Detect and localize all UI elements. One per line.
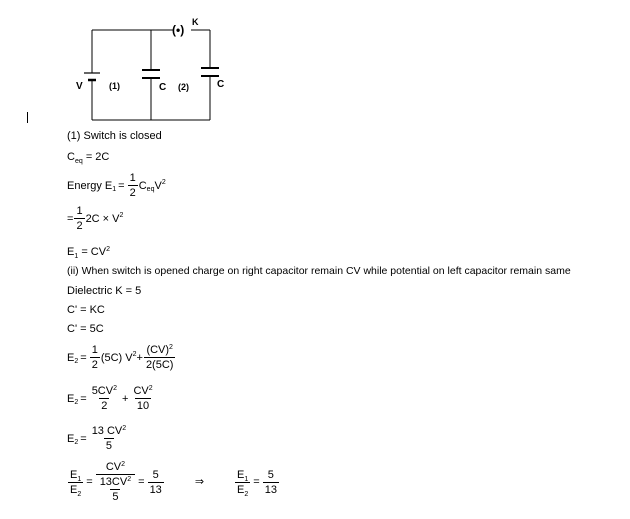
sub-equals: = [67,212,74,225]
fraction-denominator: 2 [76,220,83,232]
inner-numerator-superscript: 2 [127,476,132,483]
ceq-term: C [138,179,147,192]
result-equals: = [253,476,260,488]
thirteen-cv-squared-fraction [90,426,128,452]
e2-symbol: E [67,432,75,445]
fraction-numerator [131,386,154,398]
fraction-numerator [235,470,250,482]
implies-arrow: ⇒ [194,476,205,488]
fraction-denominator [235,482,250,496]
ceq-line [67,152,109,163]
fraction-denominator: 13 [149,483,162,496]
fraction-denominator: 2 [91,359,98,371]
text-cursor [27,112,28,123]
label-2: (2) [178,82,189,92]
ceq-symbol: C [67,151,75,163]
substitution-body: 2C × V [85,212,120,225]
e1-text: E [237,468,245,481]
numerator-superscript: 2 [113,385,117,392]
e1-subscript: 1 [77,475,82,483]
e2-subscript: 2 [74,398,79,406]
cv-squared-over-ten-fraction [131,386,154,412]
ceq-subscript: eq [74,158,83,165]
numerator-text: 5CV [91,385,114,397]
substitution-superscript: 2 [119,211,124,219]
inner-numerator [98,477,133,489]
e2-symbol: E [67,351,75,364]
e2-result-line [67,426,129,452]
v-term: V [154,179,162,192]
compound-fraction [96,462,135,503]
energy-e1-subscript: 1 [112,185,117,193]
e2-equals: = [80,432,87,445]
numerator-superscript: 2 [122,425,127,432]
fraction-numerator [144,345,175,357]
switch-opened-statement: (ii) When switch is opened charge on right capacitor remain CV while potential on left capacitor remain same [67,265,571,277]
e1-subscript: 1 [244,475,249,483]
numerator-superscript: 2 [121,461,125,468]
fraction-denominator: 10 [136,400,150,412]
fraction-numerator: 5 [152,468,159,481]
ratio-line [67,462,280,503]
fraction-numerator [104,462,127,474]
e2-subscript: 2 [74,357,79,365]
energy-equals: = [118,179,125,192]
inner-denominator: 5 [112,491,119,503]
ceq-term-subscript: eq [146,185,155,193]
e1-value: = CV [81,246,107,258]
numerator-text: CV [133,385,149,397]
fraction-numerator: 1 [129,172,136,184]
e1-text: E [70,468,78,481]
half-fraction [128,173,138,199]
half-fraction-2 [74,206,84,232]
e2-subscript: 2 [244,490,249,498]
e2-equals: = [80,392,87,405]
ceq-value: = 2C [85,151,110,163]
switch-closed-heading: (1) Switch is closed [67,130,162,142]
cv-squared-superscript: 2 [169,344,173,351]
inner-fraction [98,477,133,503]
fraction-numerator: 1 [91,344,98,356]
numerator-text: 13 CV [91,425,123,437]
fraction-numerator [90,386,119,398]
fraction-numerator: 5 [267,468,274,481]
numerator-superscript: 2 [148,385,153,392]
label-1: (1) [109,81,120,91]
fraction-denominator: 2(5C) [145,359,174,371]
fraction-numerator [90,426,128,438]
e1-result-line [67,247,110,258]
e2-text: E [70,483,78,496]
numerator-text: CV [105,461,122,473]
c-prime-kc-line: C' = KC [67,304,105,316]
v-term-superscript: 2 [161,178,166,186]
e1-superscript: 2 [106,246,110,253]
fraction-denominator: 5 [105,440,112,452]
e2-second-fraction [144,345,176,371]
result-e1-over-e2-fraction [235,470,250,496]
label-c-left: C [159,82,167,93]
e2-first-term: (5C) V [100,351,133,364]
fraction-denominator: 13 [264,483,277,496]
e2-subscript: 2 [77,490,82,498]
label-k: K [192,17,199,27]
half-fraction-3 [90,345,100,371]
energy-label: Energy E [67,179,113,192]
fraction-denominator: 2 [101,400,108,412]
cv-squared: (CV) [146,344,170,356]
e2-expression-line [67,345,176,371]
c-prime-5c-line: C' = 5C [67,323,104,335]
result-five-over-thirteen [263,470,279,496]
e2-first-term-superscript: 2 [132,350,137,358]
five-over-thirteen-fraction [148,470,164,496]
fraction-denominator [96,474,135,503]
fraction-numerator: 1 [76,205,83,217]
fraction-numerator [68,470,83,482]
label-c-right: C [217,79,225,90]
e2-equals: = [80,351,87,364]
e2-text: E [237,483,245,496]
dielectric-line: Dielectric K = 5 [67,285,142,297]
circuit-diagram [70,15,320,140]
fraction-denominator: 2 [129,187,136,199]
fraction-denominator [68,482,83,496]
switch-symbol: (•) [172,23,185,37]
e2-symbol: E [67,392,75,405]
ratio-equals-2: = [138,476,145,488]
e2-subscript: 2 [74,438,79,446]
energy-substitution-line [67,206,123,232]
energy-e1-line [67,173,166,199]
e1-subscript: 1 [74,253,79,260]
ratio-equals: = [86,476,93,488]
inner-numerator-text: 13CV [99,476,128,488]
label-v: V [76,81,83,92]
plus-sign: + [122,392,129,405]
e2-simplified-line [67,386,156,412]
five-cv-squared-fraction [90,386,119,412]
e1-symbol: E [67,246,75,258]
e1-over-e2-fraction [68,470,83,496]
e2-plus: + [136,351,143,364]
